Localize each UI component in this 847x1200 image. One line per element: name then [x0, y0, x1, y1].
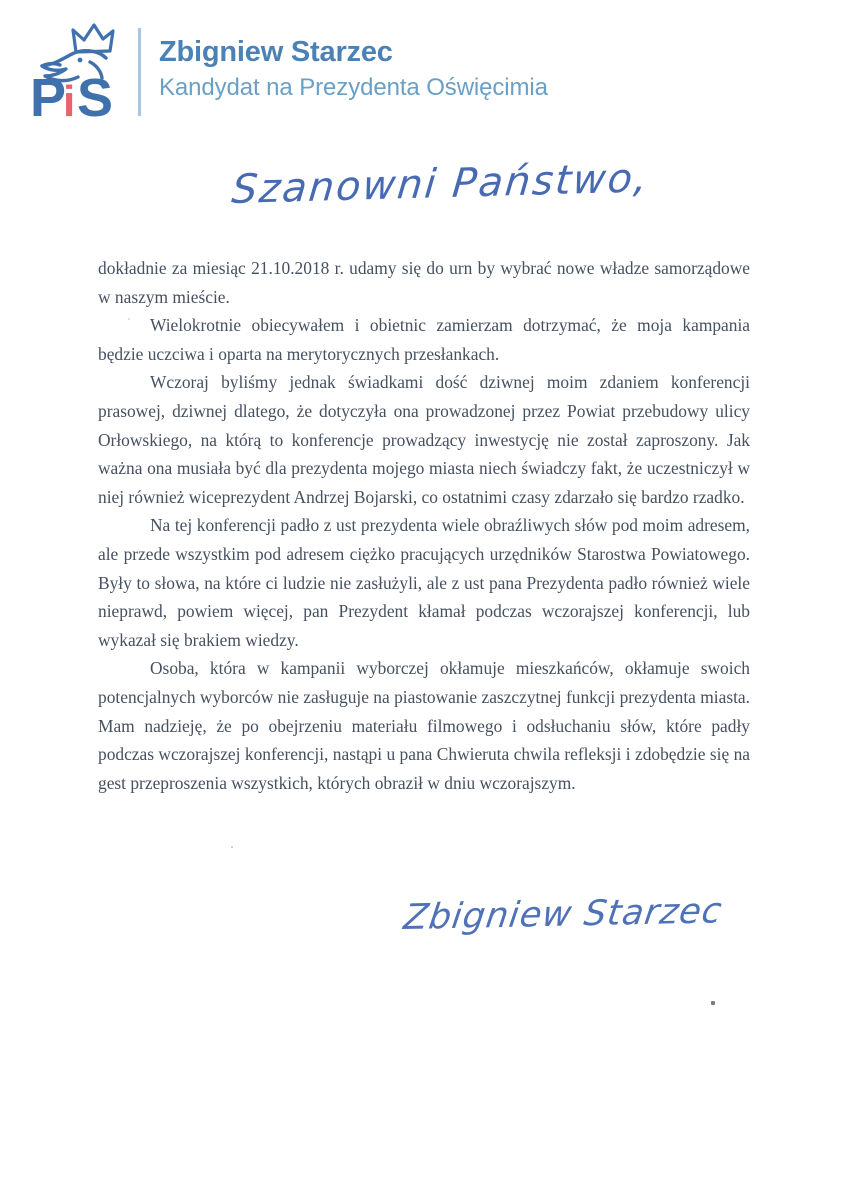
letterhead-divider: [138, 28, 141, 116]
handwritten-greeting: Szanowni Państwo,: [229, 155, 652, 214]
crown-icon: [73, 25, 113, 52]
svg-text:S: S: [77, 68, 114, 122]
scan-speck: [128, 318, 130, 320]
letter-body: [98, 254, 750, 797]
body-paragraph: Na tej konferencji padło z ust prezydenta wiele obraźliwych słów pod moim adresem, ale przede wszystkim pod adresem ciężko pracujących urzędników Starostwa Powiatowego. Były to słowa, na które ci ludzie nie zasłużyli, ale z ust pana Prezydenta padło również wiele nieprawd, powiem więcej, pan Prezydent kłamał podczas wczorajszej konferencji, lub wykazał się brakiem wiedzy.: [98, 515, 750, 650]
pis-wordmark: [30, 68, 113, 122]
scan-speck: [711, 1001, 715, 1005]
candidate-name: Zbigniew Starzec: [159, 36, 393, 68]
svg-text:P: P: [30, 68, 67, 122]
body-paragraph: Wielokrotnie obiecywałem i obietnic zamierzam dotrzymać, że moja kampania będzie uczciwa i oparta na merytorycznych przesłankach.: [98, 315, 750, 364]
pis-logo: [28, 22, 132, 122]
letterhead-titles: [159, 22, 548, 103]
body-paragraph: dokładnie za miesiąc 21.10.2018 r. udamy się do urn by wybrać nowe władze samorządowe w naszym mieście.: [98, 258, 750, 307]
scan-speck: [604, 460, 607, 463]
body-paragraph: Osoba, która w kampanii wyborczej okłamuje mieszkańców, okłamuje swoich potencjalnych wyborców nie zasługuje na piastowanie zaszczytnej funkcji prezydenta miasta. Mam nadzieję, że po obejrzeniu materiału filmowego i odsłuchaniu słów, które padły podczas wczorajszej konferencji, nastąpi u pana Chwieruta chwila refleksji i zdobędzie się na gest przeproszenia wszystkich, których obraził w dniu wczorajszym.: [98, 658, 750, 793]
handwritten-signature: Zbigniew Starzec: [401, 891, 725, 939]
scan-speck: [231, 846, 233, 848]
pis-logo-svg: [28, 22, 132, 122]
letterhead: [28, 22, 728, 126]
candidate-subtitle: Kandydat na Prezydenta Oświęcimia: [159, 74, 548, 101]
svg-text:i: i: [63, 77, 76, 122]
body-paragraph: Wczoraj byliśmy jednak świadkami dość dziwnej moim zdaniem konferencji prasowej, dziwnej dlatego, że dotyczyła ona prowadzonej przez Powiat przebudowy ulicy Orłowskiego, na którą to konferencje prowadzący inwestycję nie został zaproszony. Jak ważna ona musiała być dla prezydenta mojego miasta niech świadczy fakt, że uczestniczył w niej również wiceprezydent Andrzej Bojarski, co ostatnimi czasy zdarzało się bardzo rzadko.: [98, 372, 750, 507]
